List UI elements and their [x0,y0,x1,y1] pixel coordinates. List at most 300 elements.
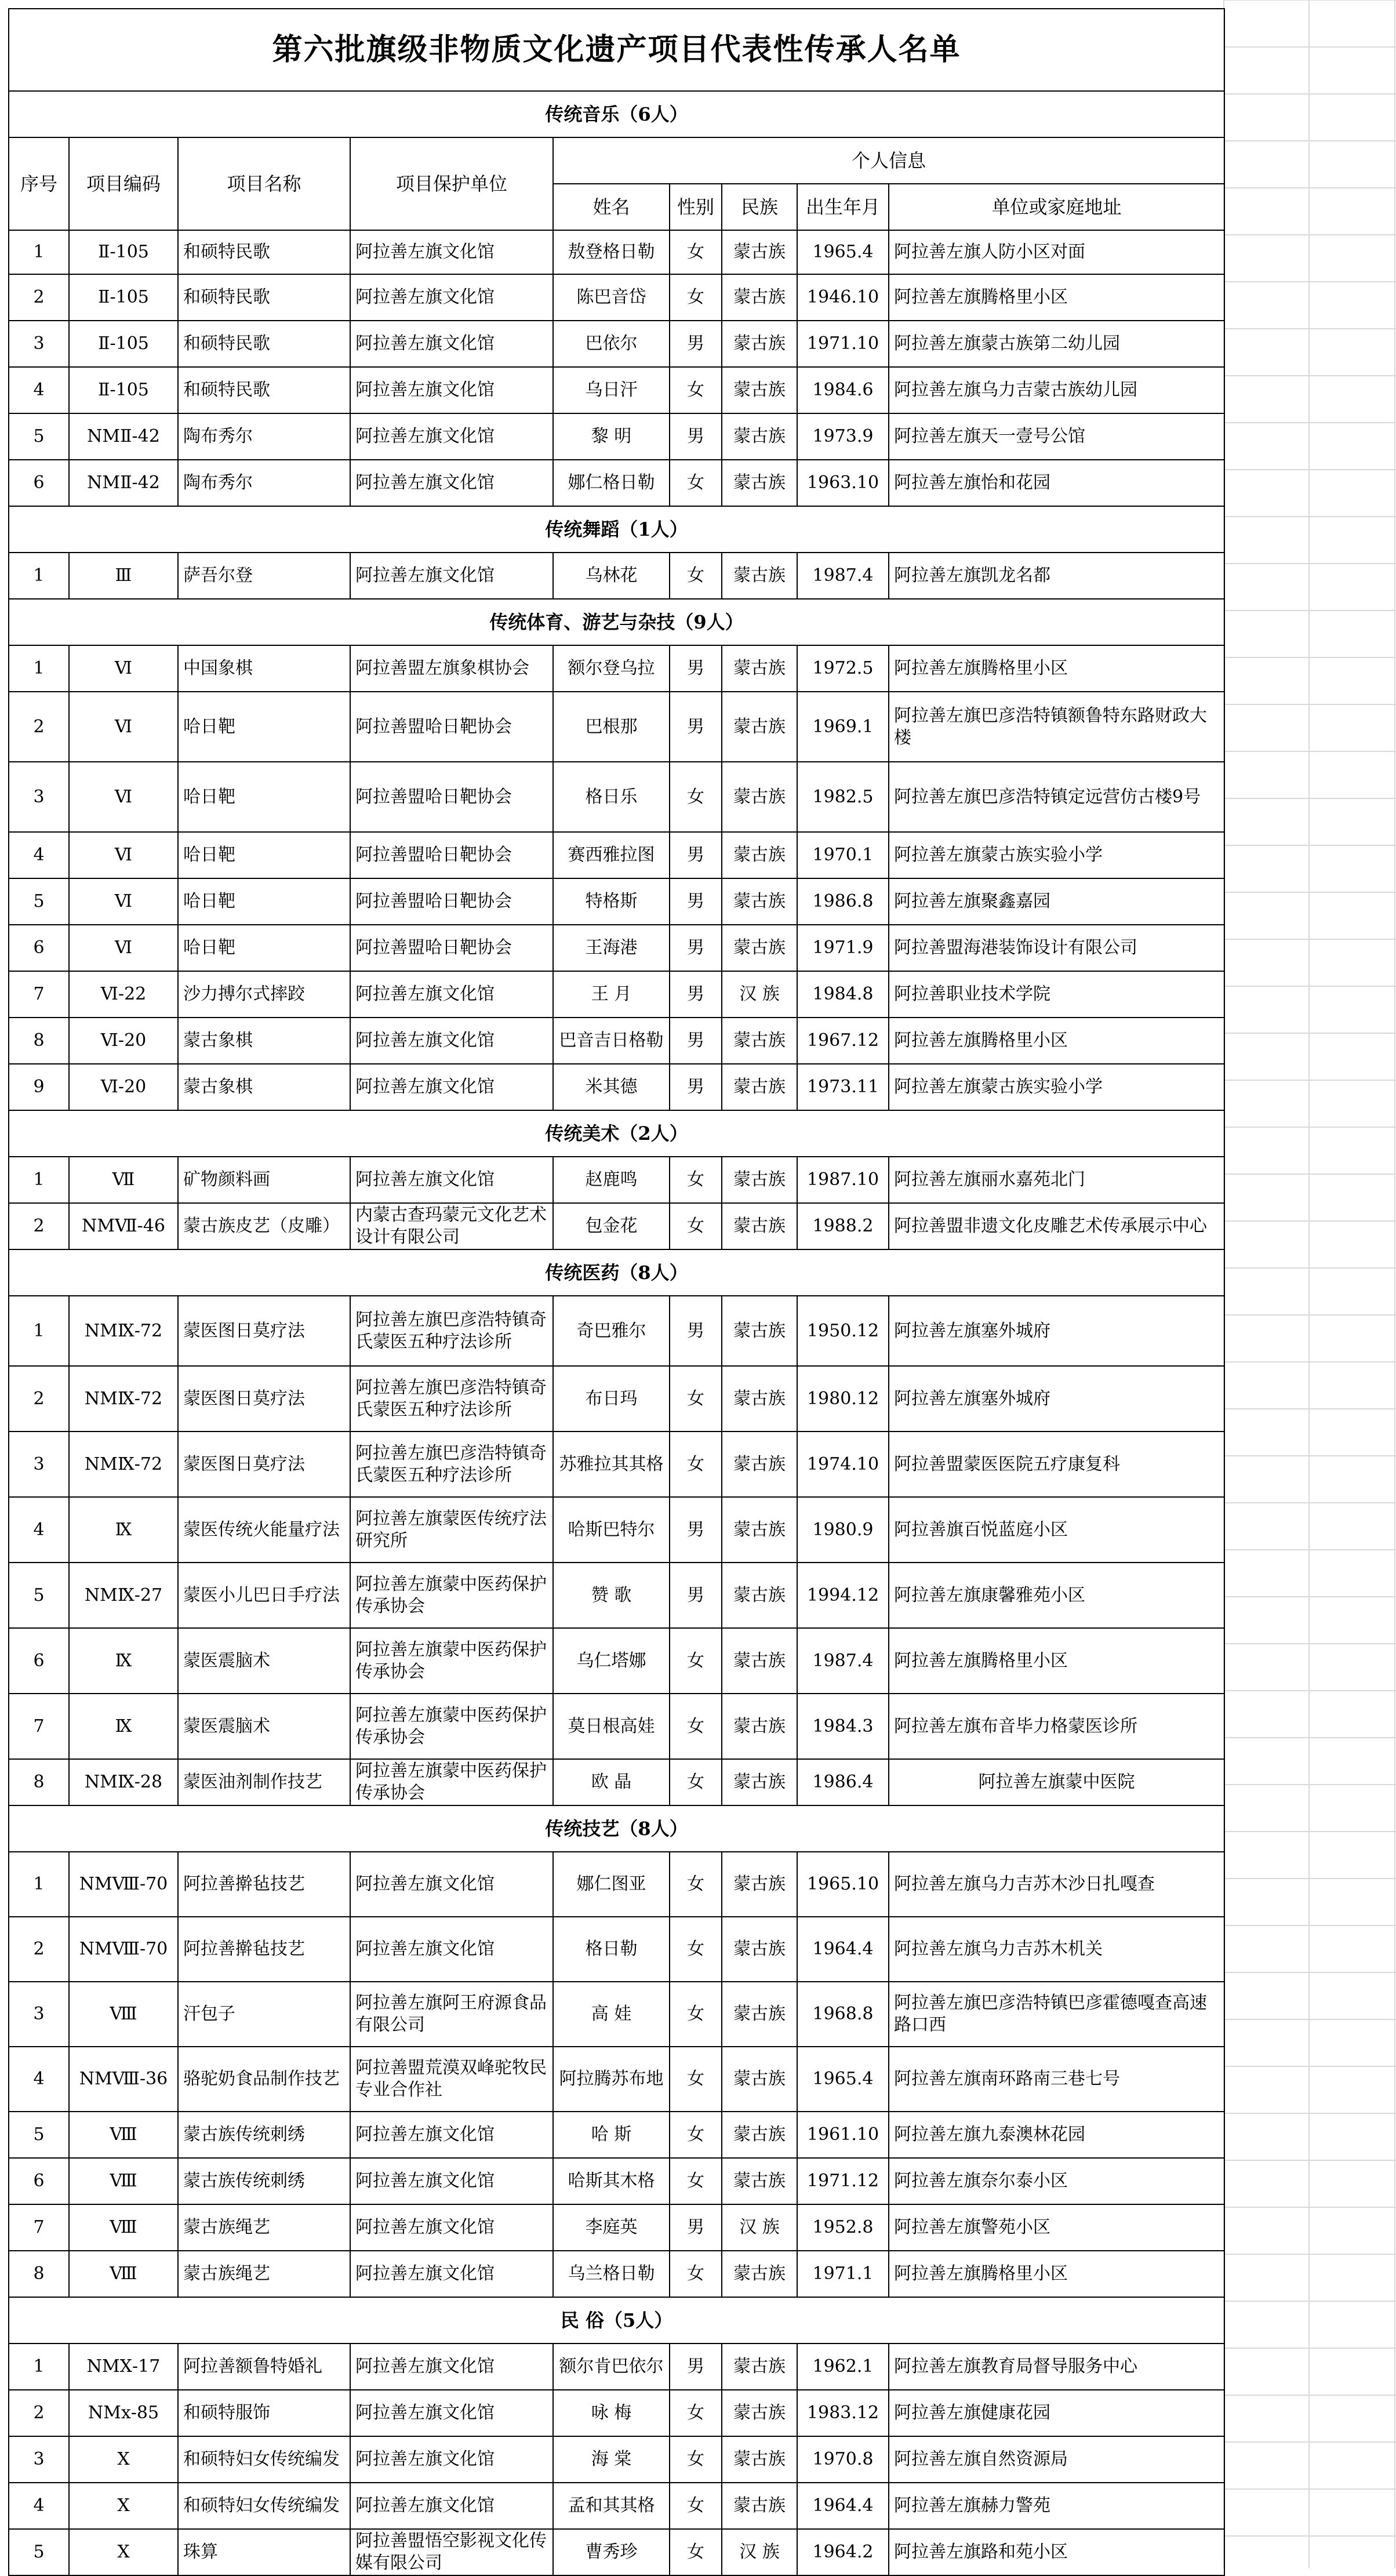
table-row [9,1064,1224,1110]
table-row [9,692,1224,762]
cell-address: 阿拉善旗百悦蓝庭小区 [889,1497,1224,1563]
cell-code: Ⅷ [69,2204,178,2251]
cell-seq: 1 [9,645,69,692]
cell-protection-unit: 阿拉善左旗文化馆 [350,367,553,413]
cell-project-name: 陶布秀尔 [178,460,350,506]
cell-protection-unit: 阿拉善盟哈日靶协会 [350,692,553,762]
cell-protection-unit: 阿拉善左旗文化馆 [350,1064,553,1110]
cell-seq: 1 [9,1157,69,1203]
cell-code: Ⅱ-105 [69,367,178,413]
section-title: 传统医药（8人） [9,1249,1224,1296]
cell-birth: 1971.1 [797,2251,889,2297]
cell-code: Ⅱ-105 [69,230,178,274]
cell-gender: 男 [670,2204,722,2251]
cell-birth: 1963.10 [797,460,889,506]
cell-code: Ⅹ [69,2529,178,2575]
cell-address: 阿拉善盟非遗文化皮雕艺术传承展示中心 [889,1203,1224,1249]
cell-ethnicity: 蒙古族 [722,2047,797,2112]
cell-code: Ⅹ [69,2436,178,2483]
cell-ethnicity: 蒙古族 [722,2112,797,2158]
cell-birth: 1980.9 [797,1497,889,1563]
cell-ethnicity: 蒙古族 [722,1852,797,1917]
cell-project-name: 阿拉善额鲁特婚礼 [178,2344,350,2390]
header-project-name: 项目名称 [178,137,350,230]
cell-birth: 1967.12 [797,1018,889,1064]
cell-seq: 2 [9,274,69,321]
cell-address: 阿拉善左旗人防小区对面 [889,230,1224,274]
cell-birth: 1965.4 [797,2047,889,2112]
cell-project-name: 蒙医传统火能量疗法 [178,1497,350,1563]
cell-project-name: 蒙古象棋 [178,1018,350,1064]
cell-project-name: 蒙古族传统刺绣 [178,2158,350,2204]
cell-ethnicity: 蒙古族 [722,1431,797,1497]
table-row [9,1852,1224,1917]
cell-seq: 7 [9,1694,69,1759]
cell-birth: 1972.5 [797,645,889,692]
cell-seq: 3 [9,321,69,367]
cell-ethnicity: 蒙古族 [722,878,797,925]
cell-birth: 1984.8 [797,971,889,1018]
cell-birth: 1965.4 [797,230,889,274]
cell-protection-unit: 阿拉善左旗巴彦浩特镇奇氏蒙医五种疗法诊所 [350,1296,553,1366]
cell-project-name: 和硕特民歌 [178,367,350,413]
cell-seq: 9 [9,1064,69,1110]
table-row [9,1694,1224,1759]
table-row [9,2390,1224,2436]
table-row [9,1366,1224,1431]
cell-ethnicity: 蒙古族 [722,2436,797,2483]
cell-seq: 7 [9,971,69,1018]
cell-ethnicity: 蒙古族 [722,1018,797,1064]
section-title: 传统音乐（6人） [9,91,1224,137]
cell-protection-unit: 阿拉善左旗文化馆 [350,2204,553,2251]
cell-address: 阿拉善左旗丽水嘉苑北门 [889,1157,1224,1203]
cell-name: 曹秀珍 [553,2529,670,2575]
cell-name: 额尔肯巴依尔 [553,2344,670,2390]
cell-birth: 1987.10 [797,1157,889,1203]
cell-name: 米其德 [553,1064,670,1110]
cell-ethnicity: 蒙古族 [722,367,797,413]
cell-code: NMⅧ-36 [69,2047,178,2112]
section-title: 传统体育、游艺与杂技（9人） [9,599,1224,645]
cell-name: 苏雅拉其其格 [553,1431,670,1497]
cell-project-name: 和硕特民歌 [178,274,350,321]
header-address: 单位或家庭地址 [889,184,1224,230]
cell-gender: 女 [670,460,722,506]
cell-address: 阿拉善左旗天一壹号公馆 [889,413,1224,460]
cell-seq: 2 [9,1203,69,1249]
cell-protection-unit: 阿拉善左旗蒙中医药保护传承协会 [350,1694,553,1759]
cell-name: 娜仁图亚 [553,1852,670,1917]
section-title: 民 俗（5人） [9,2297,1224,2344]
cell-gender: 女 [670,553,722,599]
cell-project-name: 蒙古族绳艺 [178,2204,350,2251]
cell-ethnicity: 蒙古族 [722,553,797,599]
cell-ethnicity: 汉 族 [722,971,797,1018]
cell-name: 包金花 [553,1203,670,1249]
cell-seq: 3 [9,762,69,832]
cell-seq: 6 [9,1628,69,1694]
cell-ethnicity: 蒙古族 [722,2483,797,2529]
cell-name: 高 娃 [553,1982,670,2047]
cell-name: 黎 明 [553,413,670,460]
cell-ethnicity: 蒙古族 [722,1497,797,1563]
table-row [9,230,1224,274]
cell-name: 莫日根高娃 [553,1694,670,1759]
cell-birth: 1974.10 [797,1431,889,1497]
cell-name: 乌兰格日勒 [553,2251,670,2297]
cell-gender: 男 [670,413,722,460]
table-row [9,1917,1224,1982]
cell-address: 阿拉善左旗教育局督导服务中心 [889,2344,1224,2390]
cell-code: NMⅨ-72 [69,1431,178,1497]
cell-name: 赵鹿鸣 [553,1157,670,1203]
cell-ethnicity: 蒙古族 [722,1366,797,1431]
table-row [9,2251,1224,2297]
table-row [9,925,1224,971]
table-row [9,1563,1224,1628]
cell-seq: 5 [9,413,69,460]
cell-address: 阿拉善左旗凯龙名都 [889,553,1224,599]
cell-protection-unit: 阿拉善左旗文化馆 [350,321,553,367]
cell-name: 敖登格日勒 [553,230,670,274]
cell-seq: 2 [9,1917,69,1982]
cell-protection-unit: 阿拉善左旗文化馆 [350,2158,553,2204]
header-pname: 姓名 [553,184,670,230]
table-row [9,413,1224,460]
cell-address: 阿拉善左旗怡和花园 [889,460,1224,506]
cell-project-name: 哈日靶 [178,692,350,762]
cell-name: 哈斯其木格 [553,2158,670,2204]
cell-code: NMⅧ-70 [69,1917,178,1982]
cell-gender: 女 [670,1203,722,1249]
cell-code: Ⅵ [69,645,178,692]
cell-gender: 男 [670,832,722,878]
cell-gender: 女 [670,2483,722,2529]
cell-gender: 女 [670,367,722,413]
cell-birth: 1964.2 [797,2529,889,2575]
cell-gender: 女 [670,2112,722,2158]
cell-code: Ⅵ [69,878,178,925]
cell-project-name: 蒙医图日莫疗法 [178,1431,350,1497]
cell-name: 哈斯巴特尔 [553,1497,670,1563]
cell-code: Ⅵ [69,925,178,971]
table-row [9,2158,1224,2204]
cell-seq: 8 [9,1759,69,1805]
sheet-title: 第六批旗级非物质文化遗产项目代表性传承人名单 [9,9,1224,91]
cell-gender: 男 [670,1497,722,1563]
cell-project-name: 哈日靶 [178,762,350,832]
cell-code: NMⅧ-70 [69,1852,178,1917]
cell-birth: 1968.8 [797,1982,889,2047]
cell-birth: 1994.12 [797,1563,889,1628]
cell-birth: 1973.9 [797,413,889,460]
table-row [9,2047,1224,2112]
cell-birth: 1987.4 [797,553,889,599]
cell-seq: 5 [9,1563,69,1628]
cell-protection-unit: 阿拉善左旗文化馆 [350,230,553,274]
cell-gender: 女 [670,1852,722,1917]
cell-ethnicity: 蒙古族 [722,2344,797,2390]
cell-name: 格日勒 [553,1917,670,1982]
cell-gender: 男 [670,971,722,1018]
cell-ethnicity: 蒙古族 [722,230,797,274]
cell-address: 阿拉善左旗腾格里小区 [889,1018,1224,1064]
header-protection-unit: 项目保护单位 [350,137,553,230]
cell-seq: 5 [9,2529,69,2575]
cell-ethnicity: 蒙古族 [722,2390,797,2436]
cell-code: Ⅵ [69,762,178,832]
cell-project-name: 哈日靶 [178,878,350,925]
cell-gender: 女 [670,2158,722,2204]
cell-seq: 6 [9,460,69,506]
cell-address: 阿拉善左旗乌力吉苏木机关 [889,1917,1224,1982]
cell-gender: 女 [670,2529,722,2575]
cell-gender: 男 [670,692,722,762]
cell-gender: 男 [670,2344,722,2390]
cell-seq: 6 [9,925,69,971]
cell-code: Ⅸ [69,1694,178,1759]
cell-project-name: 蒙医震脑术 [178,1628,350,1694]
cell-birth: 1965.10 [797,1852,889,1917]
table-row [9,832,1224,878]
cell-project-name: 和硕特民歌 [178,230,350,274]
section-title: 传统技艺（8人） [9,1805,1224,1852]
cell-protection-unit: 阿拉善左旗文化馆 [350,2436,553,2483]
cell-protection-unit: 阿拉善盟荒漠双峰驼牧民专业合作社 [350,2047,553,2112]
cell-protection-unit: 阿拉善左旗文化馆 [350,971,553,1018]
cell-gender: 女 [670,1628,722,1694]
cell-project-name: 蒙古象棋 [178,1064,350,1110]
table-row [9,971,1224,1018]
cell-gender: 男 [670,645,722,692]
cell-address: 阿拉善左旗巴彦浩特镇定远营仿古楼9号 [889,762,1224,832]
cell-code: NMⅨ-28 [69,1759,178,1805]
cell-code: Ⅸ [69,1628,178,1694]
table-row [9,274,1224,321]
cell-code: Ⅱ-105 [69,274,178,321]
cell-gender: 女 [670,762,722,832]
cell-gender: 女 [670,1694,722,1759]
cell-code: Ⅵ [69,692,178,762]
cell-seq: 4 [9,832,69,878]
cell-ethnicity: 蒙古族 [722,1917,797,1982]
cell-address: 阿拉善左旗自然资源局 [889,2436,1224,2483]
cell-gender: 女 [670,1982,722,2047]
cell-code: Ⅹ [69,2483,178,2529]
cell-code: NMⅡ-42 [69,460,178,506]
table-row [9,1431,1224,1497]
cell-name: 布日玛 [553,1366,670,1431]
cell-code: NMⅨ-72 [69,1366,178,1431]
cell-seq: 4 [9,1497,69,1563]
cell-seq: 1 [9,553,69,599]
cell-seq: 8 [9,2251,69,2297]
cell-ethnicity: 蒙古族 [722,321,797,367]
header-seq: 序号 [9,137,69,230]
cell-address: 阿拉善盟蒙医医院五疗康复科 [889,1431,1224,1497]
cell-code: NMⅩ-17 [69,2344,178,2390]
table-row [9,321,1224,367]
cell-birth: 1964.4 [797,2483,889,2529]
cell-protection-unit: 阿拉善左旗蒙中医药保护传承协会 [350,1628,553,1694]
cell-project-name: 蒙古族传统刺绣 [178,2112,350,2158]
cell-ethnicity: 蒙古族 [722,925,797,971]
cell-gender: 女 [670,1759,722,1805]
cell-address: 阿拉善左旗巴彦浩特镇巴彦霍德嘎查高速路口西 [889,1982,1224,2047]
cell-address: 阿拉善职业技术学院 [889,971,1224,1018]
table-row [9,1157,1224,1203]
cell-birth: 1987.4 [797,1628,889,1694]
section-title: 传统美术（2人） [9,1110,1224,1157]
cell-gender: 男 [670,1296,722,1366]
cell-address: 阿拉善左旗巴彦浩特镇额鲁特东路财政大楼 [889,692,1224,762]
cell-seq: 3 [9,1431,69,1497]
cell-name: 娜仁格日勒 [553,460,670,506]
cell-gender: 女 [670,1366,722,1431]
cell-seq: 2 [9,1366,69,1431]
cell-birth: 1970.1 [797,832,889,878]
cell-birth: 1986.8 [797,878,889,925]
cell-protection-unit: 阿拉善盟哈日靶协会 [350,762,553,832]
cell-protection-unit: 阿拉善盟哈日靶协会 [350,832,553,878]
cell-protection-unit: 阿拉善左旗文化馆 [350,460,553,506]
cell-gender: 男 [670,321,722,367]
cell-birth: 1980.12 [797,1366,889,1431]
cell-seq: 1 [9,2344,69,2390]
cell-ethnicity: 蒙古族 [722,413,797,460]
cell-code: Ⅷ [69,2158,178,2204]
cell-name: 巴依尔 [553,321,670,367]
table-row [9,460,1224,506]
cell-project-name: 矿物颜料画 [178,1157,350,1203]
header-personal-info: 个人信息 [553,137,1224,184]
cell-code: NMⅡ-42 [69,413,178,460]
header-gender: 性别 [670,184,722,230]
cell-seq: 5 [9,878,69,925]
cell-project-name: 汗包子 [178,1982,350,2047]
cell-protection-unit: 阿拉善盟哈日靶协会 [350,878,553,925]
cell-project-name: 和硕特民歌 [178,321,350,367]
cell-code: Ⅶ [69,1157,178,1203]
cell-ethnicity: 蒙古族 [722,1296,797,1366]
cell-name: 海 棠 [553,2436,670,2483]
cell-project-name: 沙力搏尔式摔跤 [178,971,350,1018]
cell-address: 阿拉善左旗赫力警苑 [889,2483,1224,2529]
cell-gender: 男 [670,1064,722,1110]
cell-code: Ⅷ [69,2251,178,2297]
cell-protection-unit: 阿拉善左旗巴彦浩特镇奇氏蒙医五种疗法诊所 [350,1431,553,1497]
cell-protection-unit: 阿拉善左旗阿王府源食品有限公司 [350,1982,553,2047]
table-row [9,2483,1224,2529]
cell-protection-unit: 阿拉善左旗巴彦浩特镇奇氏蒙医五种疗法诊所 [350,1366,553,1431]
cell-seq: 7 [9,2204,69,2251]
table-row [9,1203,1224,1249]
cell-code: Ⅵ-22 [69,971,178,1018]
cell-seq: 3 [9,2436,69,2483]
cell-code: NMⅨ-27 [69,1563,178,1628]
table-row [9,2204,1224,2251]
cell-protection-unit: 内蒙古查玛蒙元文化艺术设计有限公司 [350,1203,553,1249]
cell-gender: 男 [670,925,722,971]
cell-protection-unit: 阿拉善左旗蒙中医药保护传承协会 [350,1563,553,1628]
cell-birth: 1988.2 [797,1203,889,1249]
cell-birth: 1946.10 [797,274,889,321]
cell-address: 阿拉善左旗腾格里小区 [889,274,1224,321]
cell-address: 阿拉善左旗布音毕力格蒙医诊所 [889,1694,1224,1759]
cell-ethnicity: 蒙古族 [722,1628,797,1694]
cell-project-name: 蒙古族皮艺（皮雕） [178,1203,350,1249]
cell-project-name: 和硕特妇女传统编发 [178,2483,350,2529]
cell-seq: 8 [9,1018,69,1064]
cell-protection-unit: 阿拉善左旗文化馆 [350,1018,553,1064]
cell-project-name: 和硕特妇女传统编发 [178,2436,350,2483]
cell-seq: 4 [9,2047,69,2112]
cell-project-name: 阿拉善擀毡技艺 [178,1917,350,1982]
cell-code: Ⅵ-20 [69,1064,178,1110]
cell-protection-unit: 阿拉善左旗文化馆 [350,1852,553,1917]
cell-project-name: 蒙医油剂制作技艺 [178,1759,350,1805]
cell-address: 阿拉善左旗路和苑小区 [889,2529,1224,2575]
cell-project-name: 蒙医震脑术 [178,1694,350,1759]
cell-address: 阿拉善左旗康馨雅苑小区 [889,1563,1224,1628]
table-row [9,762,1224,832]
cell-ethnicity: 蒙古族 [722,1064,797,1110]
cell-gender: 男 [670,1563,722,1628]
cell-code: NMⅦ-46 [69,1203,178,1249]
cell-gender: 男 [670,878,722,925]
section-title: 传统舞蹈（1人） [9,506,1224,553]
cell-name: 乌仁塔娜 [553,1628,670,1694]
cell-ethnicity: 蒙古族 [722,832,797,878]
cell-ethnicity: 蒙古族 [722,1563,797,1628]
cell-protection-unit: 阿拉善盟哈日靶协会 [350,925,553,971]
cell-birth: 1950.12 [797,1296,889,1366]
cell-protection-unit: 阿拉善左旗文化馆 [350,1157,553,1203]
table-row [9,2436,1224,2483]
cell-gender: 女 [670,274,722,321]
cell-protection-unit: 阿拉善左旗文化馆 [350,274,553,321]
cell-ethnicity: 蒙古族 [722,1157,797,1203]
cell-ethnicity: 蒙古族 [722,762,797,832]
cell-seq: 6 [9,2158,69,2204]
cell-name: 王海港 [553,925,670,971]
cell-seq: 1 [9,1296,69,1366]
cell-address: 阿拉善左旗九泰澳林花园 [889,2112,1224,2158]
cell-name: 格日乐 [553,762,670,832]
header-birth: 出生年月 [797,184,889,230]
cell-birth: 1973.11 [797,1064,889,1110]
cell-seq: 1 [9,1852,69,1917]
cell-ethnicity: 汉 族 [722,2204,797,2251]
header-code: 项目编码 [69,137,178,230]
cell-name: 乌日汗 [553,367,670,413]
cell-birth: 1971.12 [797,2158,889,2204]
cell-address: 阿拉善左旗乌力吉蒙古族幼儿园 [889,367,1224,413]
cell-address: 阿拉善左旗腾格里小区 [889,645,1224,692]
cell-address: 阿拉善左旗塞外城府 [889,1296,1224,1366]
cell-ethnicity: 汉 族 [722,2529,797,2575]
cell-seq: 2 [9,2390,69,2436]
cell-code: Ⅵ [69,832,178,878]
cell-code: Ⅵ-20 [69,1018,178,1064]
header-ethnicity: 民族 [722,184,797,230]
cell-gender: 女 [670,2390,722,2436]
cell-birth: 1982.5 [797,762,889,832]
cell-project-name: 陶布秀尔 [178,413,350,460]
cell-project-name: 蒙医图日莫疗法 [178,1296,350,1366]
cell-protection-unit: 阿拉善左旗文化馆 [350,2251,553,2297]
